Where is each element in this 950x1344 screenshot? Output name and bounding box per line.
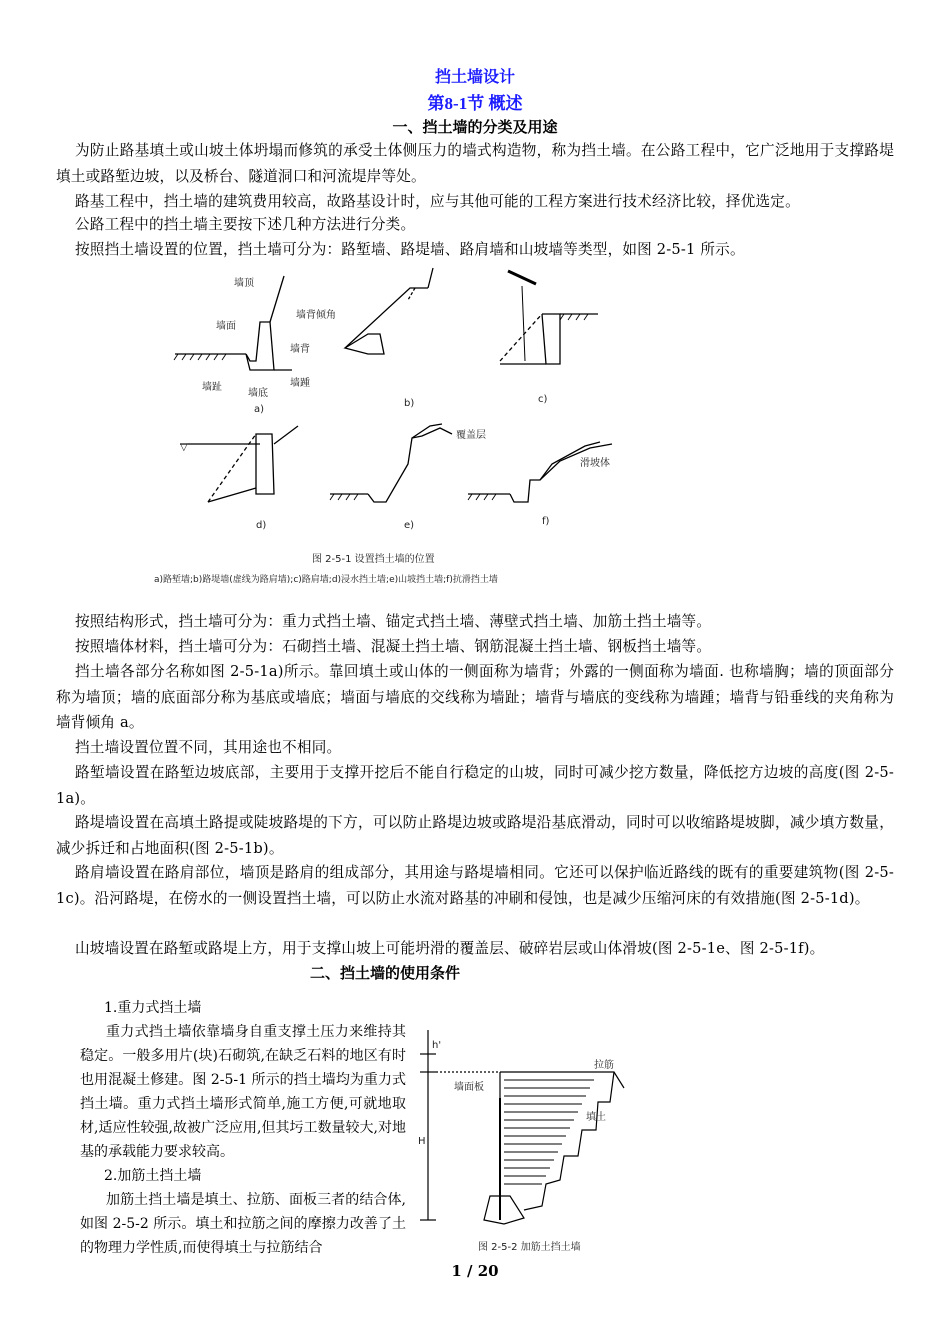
heading-classification: 一、挡土墙的分类及用途 (392, 118, 558, 136)
paragraph: 为防止路基填土或山坡土体坍塌而修筑的承受土体侧压力的墙式构造物，称为挡土墙。在公路工程中，它广泛地用于支撑路堤填土或路堑边坡，以及桥台、隧道洞口和河流堤岸等处。 (56, 142, 894, 185)
figure-retaining-wall-positions (150, 266, 630, 590)
label-slide-mass: 滑坡体 (580, 458, 610, 469)
label-wall-back: 墙背 (290, 344, 310, 355)
paragraph: 山坡墙设置在路堑或路堤上方，用于支撑山坡上可能坍滑的覆盖层、破碎岩层或山体滑坡(图 2-5-1e、图 2-5-1f)。 (75, 940, 825, 957)
label-wall-toe: 墙趾 (202, 382, 222, 393)
figure-subcaption: a)路堑墙;b)路堤墙(虚线为路肩墙);c)路肩墙;d)浸水挡土墙;e)山坡挡土墙;f)抗滑挡土墙 (154, 575, 498, 585)
paragraph-reinforced: 加筋土挡土墙是填土、拉筋、面板三者的结合体,如图 2-5-2 所示。填土和拉筋之间的摩擦力改善了土的物理力学性质,而使得填土与拉筋结合 (80, 1192, 406, 1256)
subcaption-e: e) (404, 520, 415, 531)
label-wall-heel: 墙踵 (290, 378, 310, 389)
paragraph: 挡土墙设置位置不同，其用途也不相同。 (75, 739, 342, 756)
subcaption-a: a) (254, 404, 265, 415)
label-tie: 拉筋 (594, 1060, 614, 1071)
figure-reinforced-earth-wall (414, 1020, 634, 1260)
label-back-angle: 墙背倾角 (296, 310, 336, 321)
paragraph: 路堑墙设置在路堑边坡底部，主要用于支撑开挖后不能自行稳定的山坡，同时可减少挖方数量，降低挖方边坡的高度(图 2-5-1a)。 (56, 764, 894, 807)
figure2-caption: 图 2-5-2 加筋土挡土墙 (478, 1242, 581, 1253)
label-fill: 填土 (586, 1112, 606, 1123)
paragraph: 按照结构形式，挡土墙可分为：重力式挡土墙、锚定式挡土墙、薄壁式挡土墙、加筋土挡土墙等。 (75, 613, 712, 630)
paragraph: 按照墙体材料，挡土墙可分为：石砌挡土墙、混凝土挡土墙、钢筋混凝土挡土墙、钢板挡土墙等。 (75, 638, 712, 655)
label-height: H (418, 1136, 426, 1147)
paragraph: 公路工程中的挡土墙主要按下述几种方法进行分类。 (75, 216, 416, 233)
doc-title: 挡土墙设计 (434, 69, 515, 86)
paragraph: 挡土墙各部分名称如图 2-5-1a)所示。靠回填土或山体的一侧面称为墙背；外露的一侧面称为墙面. 也称墙胸；墙的顶面部分称为墙顶；墙的底面部分称为基底或墙底；墙面与墙底的交线称为墙趾；墙背与墙底的变线称为墙踵；墙背与铅垂线的夹角称为墙背倾角 a。 (56, 663, 894, 731)
subcaption-f: f) (542, 516, 550, 527)
label-wall-face: 墙面 (216, 321, 236, 332)
figure-caption: 图 2-5-1 设置挡土墙的位置 (312, 554, 435, 565)
subcaption-d: d) (256, 520, 267, 531)
water-mark: ▽ (180, 442, 188, 453)
subheading-reinforced: 2.加筋土挡土墙 (104, 1168, 202, 1184)
paragraph: 路肩墙设置在路肩部位，墙顶是路肩的组成部分，其用途与路堤墙相同。它还可以保护临近路线的既有的重要建筑物(图 2-5-1c)。沿河路堤，在傍水的一侧设置挡土墙，可以防止水流对路基的冲刷和侵蚀，也是减少压缩河床的有效措施(图 2-5-1d)。 (56, 864, 894, 907)
paragraph: 路基工程中，挡土墙的建筑费用较高，故路基设计时，应与其他可能的工程方案进行技术经济比较，择优选定。 (75, 193, 800, 210)
label-cover-layer: 覆盖层 (456, 430, 486, 441)
section-title: 第8-1节 概述 (427, 94, 523, 113)
label-h-prime: h' (432, 1040, 442, 1051)
label-panel: 墙面板 (454, 1082, 484, 1093)
page-number: 1 / 20 (451, 1262, 499, 1280)
paragraph: 按照挡土墙设置的位置，挡土墙可分为：路堑墙、路堤墙、路肩墙和山坡墙等类型，如图 2-5-1 所示。 (75, 241, 745, 258)
subheading-gravity: 1.重力式挡土墙 (104, 1000, 202, 1016)
paragraph-gravity: 重力式挡土墙依靠墙身自重支撑土压力来维持其稳定。一般多用片(块)石砌筑,在缺乏石料的地区有时也用混凝土修建。图 2-5-1 所示的挡土墙均为重力式挡土墙。重力式挡土墙形式简单,施工方便,可就地取材,适应性较强,故被广泛应用,但其圬工数量较大,对地基的承载能力要求较高。 (80, 1024, 406, 1160)
heading-usage: 二、挡土墙的使用条件 (309, 964, 460, 982)
paragraph: 路堤墙设置在高填土路提或陡坡路堤的下方，可以防止路堤边坡或路堤沿基底滑动，同时可以收缩路堤坡脚，减少填方数量，减少拆迁和占地面积(图 2-5-1b)。 (56, 814, 894, 857)
label-wall-top: 墙顶 (234, 278, 254, 289)
text-column (80, 996, 406, 1260)
subcaption-b: b) (404, 398, 415, 409)
label-wall-base: 墙底 (248, 388, 268, 399)
subcaption-c: c) (538, 394, 548, 405)
